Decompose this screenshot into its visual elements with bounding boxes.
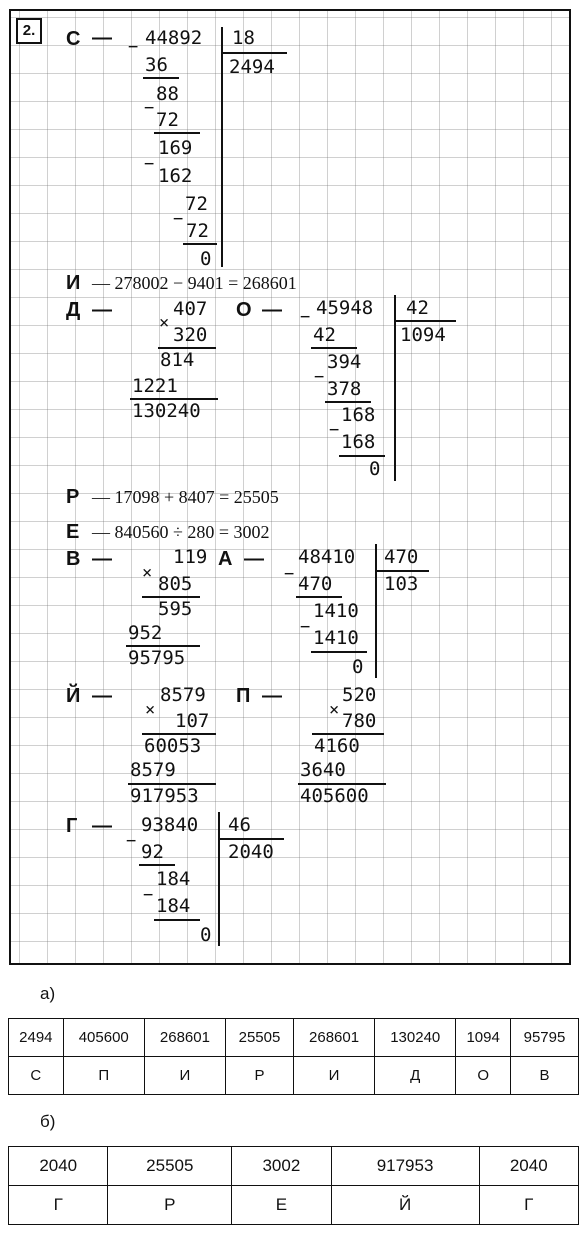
letter-label: И [66, 272, 81, 294]
expression: — 278002 − 9401 = 268601 [92, 273, 297, 293]
rule [158, 347, 216, 349]
table-a-caption: а) [40, 984, 56, 1003]
step: 72 [156, 109, 179, 131]
table-cell: 95795 [510, 1019, 578, 1057]
minus-sign: − [284, 564, 295, 584]
letters-row [9, 1057, 579, 1095]
step: 1410 [313, 600, 359, 622]
rule [312, 733, 384, 735]
step: 169 [158, 137, 193, 159]
minus-sign: − [314, 367, 325, 387]
step: 470 [298, 573, 333, 595]
task-number: 2. [16, 18, 42, 44]
letter-label: В [66, 548, 81, 570]
dividend: 44892 [145, 27, 203, 49]
step: 394 [327, 351, 362, 373]
dash: — [92, 27, 112, 49]
table-cell: 1094 [456, 1019, 511, 1057]
quotient: 2494 [229, 56, 275, 78]
divisor: 42 [406, 297, 429, 319]
table-cell: П [63, 1057, 144, 1095]
step: 92 [141, 841, 164, 863]
rule [126, 645, 200, 647]
letter-label: Г [66, 815, 78, 837]
numbers-row [9, 1147, 579, 1186]
letter-label: П [236, 685, 251, 707]
table-cell: 268601 [293, 1019, 374, 1057]
minus-sign: − [144, 154, 155, 174]
rule [311, 651, 367, 653]
table-cell: Е [232, 1186, 331, 1225]
table-cell: Г [479, 1186, 579, 1225]
dash: — [92, 548, 112, 570]
rule [154, 132, 200, 134]
letter-label: А [218, 548, 233, 570]
factor-b: 320 [173, 324, 208, 346]
dash: — [92, 299, 112, 321]
division-bar [394, 320, 456, 322]
division-bar [221, 27, 223, 267]
factor-a: 119 [173, 546, 208, 568]
factor-a: 8579 [160, 684, 206, 706]
table-cell: С [9, 1057, 64, 1095]
rule [128, 783, 216, 785]
table-cell: И [293, 1057, 374, 1095]
minus-sign: − [173, 209, 184, 229]
letter-label: Д [66, 299, 81, 321]
result: 130240 [132, 400, 201, 422]
result: 917953 [130, 785, 199, 807]
factor-b: 107 [175, 710, 210, 732]
partial-product: 60053 [144, 735, 202, 757]
divisor: 18 [232, 27, 255, 49]
partial-product: 952 [128, 622, 163, 644]
dividend: 48410 [298, 546, 356, 568]
letters-row [9, 1186, 579, 1225]
table-cell: Й [331, 1186, 479, 1225]
division-bar [218, 838, 284, 840]
table-cell: 3002 [232, 1147, 331, 1186]
step: 0 [352, 656, 364, 678]
minus-sign: − [300, 617, 311, 637]
minus-sign: − [128, 37, 139, 57]
step: 42 [313, 324, 336, 346]
step: 162 [158, 165, 193, 187]
dividend: 45948 [316, 297, 374, 319]
table-cell: 2040 [9, 1147, 108, 1186]
division-bar [394, 295, 396, 481]
table-cell: 25505 [226, 1019, 294, 1057]
divisor: 470 [384, 546, 419, 568]
rule [139, 864, 175, 866]
minus-sign: − [126, 831, 137, 851]
division-bar [218, 812, 220, 946]
rule [298, 783, 386, 785]
rule [142, 596, 200, 598]
step: 0 [369, 458, 381, 480]
step: 0 [200, 248, 212, 270]
dividend: 93840 [141, 814, 199, 836]
answer-table-a [8, 1018, 579, 1095]
times-sign: × [159, 313, 170, 333]
step: 168 [341, 404, 376, 426]
times-sign: × [329, 700, 340, 720]
dash: — [92, 815, 112, 837]
partial-product: 8579 [130, 759, 176, 781]
minus-sign: − [143, 885, 154, 905]
quotient: 2040 [228, 841, 274, 863]
step: 0 [200, 924, 212, 946]
table-cell: 917953 [331, 1147, 479, 1186]
step: 72 [186, 220, 209, 242]
partial-product: 3640 [300, 759, 346, 781]
dash: — [244, 548, 264, 570]
expression: — 840560 ÷ 280 = 3002 [92, 522, 270, 542]
rule [154, 919, 200, 921]
division-bar [375, 570, 429, 572]
step: 184 [156, 868, 191, 890]
step: 184 [156, 895, 191, 917]
dash: — [262, 685, 282, 707]
expression: — 17098 + 8407 = 25505 [92, 487, 279, 507]
table-cell: В [510, 1057, 578, 1095]
dash: — [262, 299, 282, 321]
factor-a: 520 [342, 684, 377, 706]
rule [325, 401, 371, 403]
minus-sign: − [300, 307, 311, 327]
rule [130, 398, 218, 400]
minus-sign: − [329, 420, 340, 440]
answer-table-b [8, 1146, 579, 1225]
table-cell: Г [9, 1186, 108, 1225]
rule [142, 733, 216, 735]
partial-product: 4160 [314, 735, 360, 757]
minus-sign: − [144, 98, 155, 118]
letter-label: Р [66, 486, 80, 508]
quotient: 1094 [400, 324, 446, 346]
letter-label: Й [66, 685, 81, 707]
factor-a: 407 [173, 298, 208, 320]
result: 405600 [300, 785, 369, 807]
division-bar [375, 544, 377, 678]
rule [296, 596, 342, 598]
letter-label: Е [66, 521, 80, 543]
times-sign: × [142, 563, 153, 583]
times-sign: × [145, 700, 156, 720]
partial-product: 595 [158, 598, 193, 620]
rule [143, 77, 179, 79]
dash: — [92, 685, 112, 707]
step: 1410 [313, 627, 359, 649]
numbers-row [9, 1019, 579, 1057]
step: 378 [327, 378, 362, 400]
table-cell: Д [375, 1057, 456, 1095]
table-cell: Р [226, 1057, 294, 1095]
division-bar [221, 52, 287, 54]
table-cell: 2040 [479, 1147, 579, 1186]
quotient: 103 [384, 573, 419, 595]
table-cell: 130240 [375, 1019, 456, 1057]
table-cell: О [456, 1057, 511, 1095]
rule [183, 243, 217, 245]
table-cell: 2494 [9, 1019, 64, 1057]
letter-label: О [236, 299, 252, 321]
step: 168 [341, 431, 376, 453]
factor-b: 780 [342, 710, 377, 732]
partial-product: 1221 [132, 375, 178, 397]
table-cell: 268601 [144, 1019, 225, 1057]
factor-b: 805 [158, 573, 193, 595]
divisor: 46 [228, 814, 251, 836]
step: 88 [156, 83, 179, 105]
table-cell: 25505 [108, 1147, 232, 1186]
rule [339, 455, 385, 457]
result: 95795 [128, 647, 186, 669]
step: 36 [145, 54, 168, 76]
table-cell: 405600 [63, 1019, 144, 1057]
table-cell: Р [108, 1186, 232, 1225]
table-cell: И [144, 1057, 225, 1095]
step: 72 [185, 193, 208, 215]
table-b-caption: б) [40, 1112, 56, 1131]
rule [311, 347, 357, 349]
partial-product: 814 [160, 349, 195, 371]
letter-label: С [66, 28, 81, 50]
